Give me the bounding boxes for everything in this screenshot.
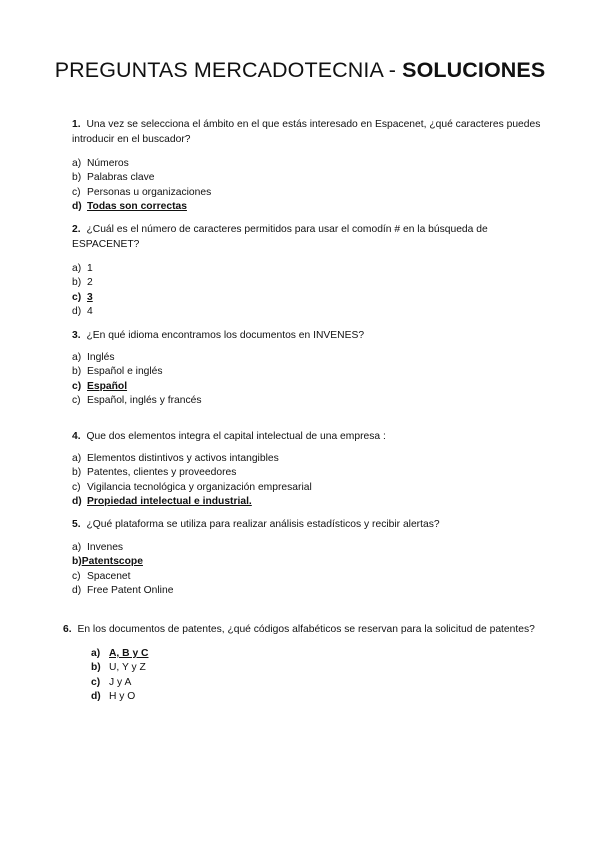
question-number: 4.	[72, 431, 81, 442]
option-6c: c) J y A	[91, 676, 132, 688]
question-4	[72, 430, 542, 445]
options-1	[72, 157, 211, 214]
question-1	[72, 118, 542, 147]
question-text: Que dos elementos integra el capital intelectual de una empresa :	[86, 431, 386, 442]
question-2	[72, 223, 542, 252]
option-3a: a) Inglés	[72, 352, 115, 363]
question-number: 2.	[72, 224, 81, 235]
options-6	[91, 647, 148, 704]
correct-answer-3: c) Español	[72, 380, 128, 392]
question-text: ¿Cuál es el número de caracteres permitidos para usar el comodín # en la búsqueda de ESPACENET?	[72, 224, 488, 250]
question-text: Una vez se selecciona el ámbito en el que estás interesado en Espacenet, ¿qué caracteres puedes introducir en el buscador?	[72, 119, 541, 145]
option-4c: c) Vigilancia tecnológica y organización empresarial	[72, 481, 312, 493]
option-5c: c) Spacenet	[72, 570, 131, 582]
option-6b: b) U, Y y Z	[91, 662, 146, 674]
option-2b: b) 2	[72, 277, 93, 289]
question-text: En los documentos de patentes, ¿qué códigos alfabéticos se reservan para la solicitud de patentes?	[77, 624, 535, 635]
title-main: PREGUNTAS MERCADOTECNIA -	[54, 58, 403, 82]
option-3d: c) Español, inglés y francés	[72, 394, 202, 406]
options-2	[72, 262, 93, 319]
correct-answer-4: d) Propiedad intelectual e industrial.	[72, 495, 252, 507]
option-1c: c) Personas u organizaciones	[72, 186, 212, 198]
correct-answer-2: c) 3	[72, 291, 93, 303]
option-4b: b) Patentes, clientes y proveedores	[72, 467, 237, 479]
option-1b: b) Palabras clave	[72, 172, 155, 184]
options-4	[72, 452, 312, 509]
question-number: 5.	[72, 519, 81, 530]
question-3	[72, 329, 542, 344]
page-title	[0, 58, 600, 83]
question-number: 6.	[63, 624, 72, 635]
option-4a: a) Elementos distintivos y activos intangibles	[72, 453, 279, 464]
options-5	[72, 541, 173, 598]
correct-answer-6: a) A, B y C	[91, 648, 149, 659]
title-bold: SOLUCIONES	[402, 58, 546, 82]
option-1a: a) Números	[72, 158, 129, 169]
question-text: ¿En qué idioma encontramos los documentos en INVENES?	[86, 330, 365, 341]
option-5d: d) Free Patent Online	[72, 584, 174, 596]
question-text: ¿Qué plataforma se utiliza para realizar análisis estadísticos y recibir alertas?	[86, 519, 440, 530]
correct-answer-1: d) Todas son correctas	[72, 200, 187, 212]
options-3	[72, 351, 201, 408]
question-number: 1.	[72, 119, 81, 130]
option-2a: a) 1	[72, 263, 93, 274]
option-3b: b) Español e inglés	[72, 366, 163, 378]
option-2d: d) 4	[72, 305, 93, 317]
question-5	[72, 518, 542, 533]
question-number: 3.	[72, 330, 81, 341]
option-6d: d) H y O	[91, 690, 136, 702]
option-5a: a) Invenes	[72, 542, 124, 553]
correct-answer-5: b)Patentscope	[72, 556, 143, 568]
question-6	[63, 623, 563, 638]
